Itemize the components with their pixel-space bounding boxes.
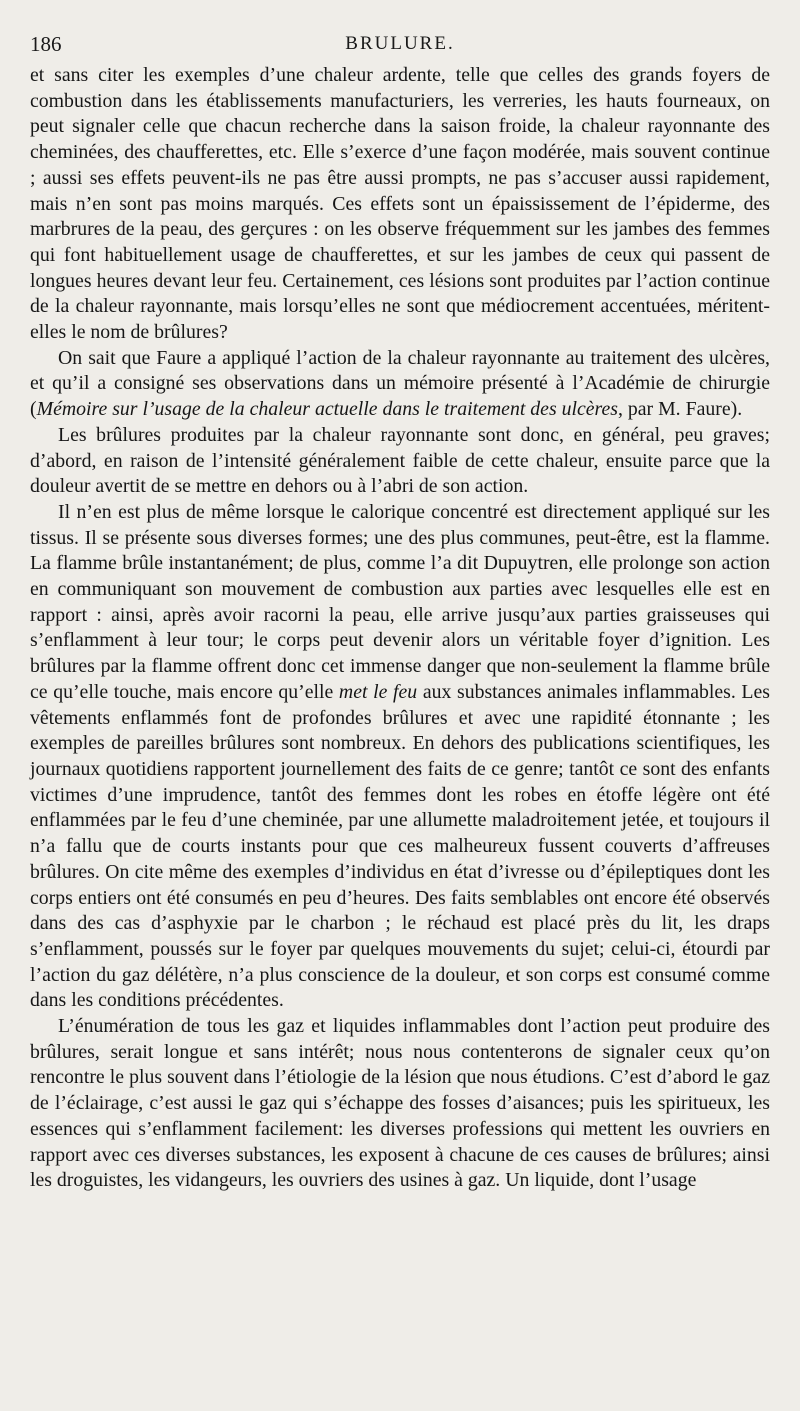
paragraph-1 — [30, 63, 770, 346]
paragraph-4-text-end: aux substances animales inflammables. Les vêtements enflammés font de profondes brûlures et avec une rapidité étonnante ; les exemples de pareilles brûlures sont nombreux. En dehors des publications scientifiques, les journaux quotidiens rapportent journellement des faits de ce genre; tantôt ce sont des enfants victimes d’une imprudence, tantôt des femmes dont les robes en étoffe légère ont été enflammées par le feu d’une cheminée, par une allumette maladroitement jetée, et toujours il n’a fallu que de courts instants pour que ces malheureux fussent couverts d’affreuses brûlures. On cite même des exemples d’individus en état d’ivresse ou d’épileptiques dont les corps entiers ont été consumés en peu d’heures. Des faits semblables ont encore été observés dans des cas d’asphyxie par le charbon ; le réchaud est placé près du lit, les draps s’enflamment, poussés sur le foyer par quelques mouvements du sujet; celui-ci, étourdi par l’action du gaz délétère, n’a plus conscience de la douleur, et son corps est consumé comme dans les conditions précédentes. — [30, 680, 770, 1012]
paragraph-1-text: et sans citer les exemples d’une chaleur ardente, telle que celles des grands foyers de combustion dans les établissements manufacturiers, les verreries, les hauts fourneaux, on peut signaler celle que chacun recherche dans la saison froide, la chaleur rayonnante des cheminées, des chaufferettes, etc. Elle s’exerce d’une façon modérée, mais souvent continue ; aussi ses effets peuvent-ils ne pas être aussi prompts, ne pas s’accuser aussi rapidement, mais n’en sont pas moins marqués. Ces effets sont un épaississement de l’épiderme, des marbrures de la peau, des gerçures : on les observe fréquemment sur les jambes des femmes qui font habituellement usage de chaufferettes, et sur les jambes de ceux qui passent de longues heures devant leur feu. Certainement, ces lésions sont produites par l’action continue de la chaleur rayonnante, mais lorsqu’elles ne sont que médiocrement accentuées, méritent-elles le nom de brûlures? — [30, 64, 770, 344]
paragraph-4 — [30, 500, 770, 1014]
paragraph-3-text: Les brûlures produites par la chaleur rayonnante sont donc, en général, peu graves; d’abord, en raison de l’intensité généralement faible de cette chaleur, ensuite parce que la douleur avertit de se mettre en dehors ou à l’abri de son action. — [30, 423, 770, 498]
paragraph-2-text-start: On sait que Faure a appliqué l’action de la chaleur rayonnante au traitement des ulcères, et qu’il a consigné ses observations dans un mémoire présenté à l’Académie de chirurgie ( — [30, 346, 770, 421]
page-header — [30, 30, 770, 60]
paragraph-5 — [30, 1014, 770, 1194]
page-number: 186 — [30, 32, 62, 56]
paragraph-4-text-start: Il n’en est plus de même lorsque le calorique concentré est directement appliqué sur les tissus. Il se présente sous diverses formes; une des plus communes, peut-être, est la flamme. La flamme brûle instantanément; de plus, comme l’a dit Dupuytren, elle prolonge son action en communiquant son mouvement de combustion aux parties avec lesquelles elle est en rapport : ainsi, après avoir racorni la peau, elle arrive jusqu’aux parties graisseuses qui s’enflamment à leur tour; le corps peut devenir alors un véritable foyer d’ignition. Les brûlures par la flamme offrent donc cet immense danger que non-seulement la flamme brûle ce qu’elle touche, mais encore qu’elle — [30, 500, 770, 703]
paragraph-4-italic-phrase: met le feu — [338, 680, 418, 703]
paragraph-2-italic-title: Mémoire sur l’usage de la chaleur actuelle dans le traitement des ulcères — [36, 398, 618, 421]
body-text — [30, 63, 770, 1194]
paragraph-5-text: L’énumération de tous les gaz et liquides inflammables dont l’action peut produire des brûlures, serait longue et sans intérêt; nous nous contenterons de signaler ceux qu’on rencontre le plus souvent dans l’étiologie de la lésion que nous étudions. C’est d’abord le gaz de l’éclairage, c’est aussi le gaz qui s’échappe des fosses d’aisances; puis les spiritueux, les essences qui s’enflamment facilement: les diverses professions qui mettent les ouvriers en rapport avec ces diverses substances, les exposent à chacune de ces causes de brûlures; ainsi les droguistes, les vidangeurs, les ouvriers des usines à gaz. Un liquide, dont l’usage — [30, 1015, 770, 1192]
paragraph-3 — [30, 423, 770, 500]
paragraph-2-text-end: , par M. Faure). — [618, 398, 743, 421]
running-head: BRULURE. — [345, 33, 455, 54]
paragraph-2 — [30, 346, 770, 423]
